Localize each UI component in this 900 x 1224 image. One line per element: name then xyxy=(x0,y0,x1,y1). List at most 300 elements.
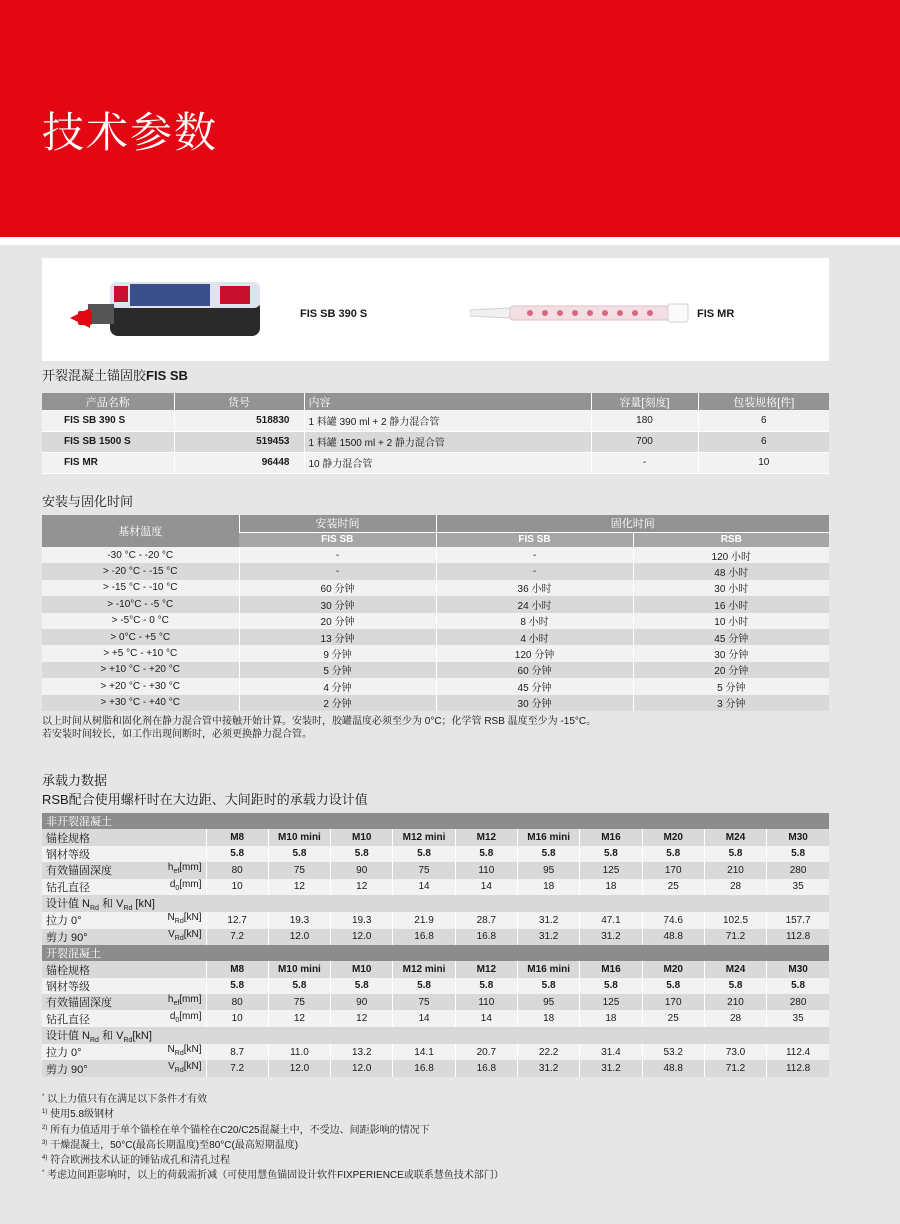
design-label-part: 和 V xyxy=(98,897,124,910)
order-table xyxy=(42,393,829,474)
order-title-bold: FIS SB xyxy=(146,368,188,383)
cell: 14 xyxy=(393,879,455,895)
cell: 10 xyxy=(206,879,268,895)
cell: 700 xyxy=(591,431,698,452)
row-label-text: 拉力 0° xyxy=(46,915,82,928)
row-label xyxy=(42,862,206,878)
row-label xyxy=(42,846,206,862)
footnote-line xyxy=(42,1106,504,1121)
cell: 18 xyxy=(580,1010,642,1026)
design-label-part: [kN] xyxy=(132,1029,152,1042)
cell: 5.8 xyxy=(268,846,330,862)
footnote-mark: 1) xyxy=(42,1109,48,1116)
cell: 16.8 xyxy=(393,1060,455,1076)
row-label xyxy=(42,879,206,895)
shear-row xyxy=(42,929,829,945)
cell: 18 xyxy=(517,879,579,895)
footnote-text: 符合欧洲技术认证的锤钻成孔和清孔过程 xyxy=(50,1155,231,1167)
steel-row xyxy=(42,846,829,862)
cell: 5.8 xyxy=(393,978,455,994)
anchor-row xyxy=(42,961,829,977)
cell: 60 分钟 xyxy=(239,580,436,596)
cell: 31.2 xyxy=(517,1060,579,1076)
col-header: 产品名称 xyxy=(42,393,174,410)
cell: 14 xyxy=(455,879,517,895)
row-label-text: 有效锚固深度 xyxy=(46,865,112,878)
cell: 25 xyxy=(642,1010,704,1026)
cell: M16 mini xyxy=(517,961,579,977)
cell: M12 xyxy=(455,961,517,977)
symbol-unit: [mm] xyxy=(179,994,202,1006)
cell: 28 xyxy=(704,879,766,895)
cell: 170 xyxy=(642,994,704,1010)
symbol-subscript: 0 xyxy=(175,884,180,892)
cell: M20 xyxy=(642,829,704,845)
cell: 36 小时 xyxy=(436,580,633,596)
footnote-text: 使用5.8级钢材 xyxy=(50,1109,115,1121)
table-row xyxy=(42,629,829,645)
tension-row xyxy=(42,1044,829,1060)
cell: > 0°C - +5 °C xyxy=(42,629,239,645)
cell: 12 xyxy=(331,879,393,895)
cell: 5.8 xyxy=(455,846,517,862)
cell: 22.2 xyxy=(517,1044,579,1060)
cell: M10 xyxy=(331,961,393,977)
cell: 28.7 xyxy=(455,912,517,928)
row-label xyxy=(42,1010,206,1026)
footnote-text: 以上力值只有在满足以下条件才有效 xyxy=(47,1094,208,1105)
cell: 7.2 xyxy=(206,929,268,945)
footnote-text: 所有力值适用于单个锚栓在单个锚栓在C20/C25混凝土中，不受边、间距影响的情况下 xyxy=(50,1124,430,1136)
cell: 20.7 xyxy=(455,1044,517,1060)
cell: M10 mini xyxy=(268,829,330,845)
fis-mr-mixer-image xyxy=(470,298,690,328)
cell: 31.2 xyxy=(517,912,579,928)
page-title: 技术参数 xyxy=(42,109,219,156)
cell: 5.8 xyxy=(393,846,455,862)
cell: 47.1 xyxy=(580,912,642,928)
footnote-line xyxy=(42,1091,504,1106)
cell: - xyxy=(436,547,633,563)
design-label-part: Rd xyxy=(123,905,133,913)
cell: 75 xyxy=(268,862,330,878)
cell: 12 xyxy=(268,1010,330,1026)
table-row xyxy=(42,645,829,661)
symbol-subscript: Rd xyxy=(174,1066,184,1074)
cell: 35 xyxy=(767,879,829,895)
cell: 10 xyxy=(206,1010,268,1026)
cell: 25 xyxy=(642,879,704,895)
cell: 14.1 xyxy=(393,1044,455,1060)
cell: 14 xyxy=(455,1010,517,1026)
design-label-part: 设计值 N xyxy=(46,897,90,910)
cell: 16.8 xyxy=(393,929,455,945)
cell: 80 xyxy=(206,862,268,878)
cell: 16.8 xyxy=(455,1060,517,1076)
product-image-box xyxy=(42,258,829,361)
cell: > -15 °C - -10 °C xyxy=(42,580,239,596)
cell: M12 mini xyxy=(393,961,455,977)
cell: 7.2 xyxy=(206,1060,268,1076)
cell: 112.4 xyxy=(767,1044,829,1060)
anchor-row xyxy=(42,829,829,845)
symbol xyxy=(170,1011,202,1024)
cell: 5.8 xyxy=(767,978,829,994)
col-header: 包装规格[件] xyxy=(698,393,829,410)
cell: 20 分钟 xyxy=(633,662,829,678)
footnote-text: 考虑边间距影响时，以上的荷载需折减（可使用慧鱼锚固设计软件FIXPERIENCE或联系慧鱼技术部门） xyxy=(47,1170,504,1182)
symbol xyxy=(170,879,202,892)
footnote-mark: * xyxy=(42,1170,45,1177)
cell: > +5 °C - +10 °C xyxy=(42,645,239,661)
sub-header: FIS SB xyxy=(239,532,436,547)
cell: - xyxy=(239,547,436,563)
note-line: 以上时间从树脂和固化剂在静力混合管中接触开始计算。安装时，胶罐温度必须至少为 0°C；化学管 RSB 温度至少为 -15°C。 xyxy=(42,716,597,727)
cell: 112.8 xyxy=(767,929,829,945)
footnotes xyxy=(42,1091,504,1183)
row-label xyxy=(42,978,206,994)
cell: 5.8 xyxy=(580,978,642,994)
load-table-title: 承载力数据 xyxy=(42,773,108,788)
cell: 5.8 xyxy=(331,978,393,994)
symbol-unit: [mm] xyxy=(179,1010,202,1022)
symbol-letter: h xyxy=(167,994,174,1006)
cell: 112.8 xyxy=(767,1060,829,1076)
cell: 280 xyxy=(767,862,829,878)
cell: 20 分钟 xyxy=(239,613,436,629)
col-header: 容量[刻度] xyxy=(591,393,698,410)
cell: M24 xyxy=(704,961,766,977)
order-table-header xyxy=(42,393,829,410)
cell: 5.8 xyxy=(206,846,268,862)
depth-row xyxy=(42,862,829,878)
design-label-part: [kN] xyxy=(132,897,155,910)
cell: 31.2 xyxy=(580,929,642,945)
cell: 3 分钟 xyxy=(633,695,829,711)
row-label xyxy=(42,1060,206,1076)
cell: 5.8 xyxy=(517,846,579,862)
symbol xyxy=(168,1061,201,1074)
cell: 开裂混凝土 xyxy=(42,945,829,961)
symbol xyxy=(168,929,201,942)
cell: 12.0 xyxy=(268,1060,330,1076)
cell: 1 料罐 1500 ml + 2 静力混合管 xyxy=(304,431,591,452)
row-label xyxy=(42,929,206,945)
row-label-text: 锚栓规格 xyxy=(46,964,90,977)
cell: 120 小时 xyxy=(633,547,829,563)
cell: 5.8 xyxy=(331,846,393,862)
cell: 28 xyxy=(704,1010,766,1026)
content-area xyxy=(0,245,900,1224)
row-label-text: 锚栓规格 xyxy=(46,832,90,845)
cell: 10 静力混合管 xyxy=(304,452,591,473)
cell: FIS SB 390 S xyxy=(42,410,174,431)
cell: 102.5 xyxy=(704,912,766,928)
cell: 48 小时 xyxy=(633,563,829,579)
symbol xyxy=(168,862,202,875)
cell: 5.8 xyxy=(517,978,579,994)
design-label-part: Rd xyxy=(123,1037,133,1045)
cell: 31.2 xyxy=(517,929,579,945)
cell: 71.2 xyxy=(704,929,766,945)
design-row xyxy=(42,895,829,912)
footnote-text: 干燥混凝土，50°C(最高长期温度)至80°C(最高短期温度) xyxy=(50,1139,299,1151)
symbol-unit: [kN] xyxy=(183,1060,202,1072)
cell: 125 xyxy=(580,862,642,878)
cell: 12.7 xyxy=(206,912,268,928)
cell: 170 xyxy=(642,862,704,878)
cell: 12.0 xyxy=(268,929,330,945)
symbol xyxy=(168,1044,202,1057)
cell: M16 xyxy=(580,961,642,977)
cell: 1 料罐 390 ml + 2 静力混合管 xyxy=(304,410,591,431)
row-label xyxy=(42,961,206,977)
design-label-part: 和 V xyxy=(98,1029,124,1042)
cell: 30 小时 xyxy=(633,580,829,596)
table-row xyxy=(42,431,829,452)
design-value-label xyxy=(42,895,829,912)
load-table-subtitle: RSB配合使用螺杆时在大边距、大间距时的承载力设计值 xyxy=(42,792,368,807)
row-label-text: 拉力 0° xyxy=(46,1047,82,1060)
row-label xyxy=(42,912,206,928)
cell: 16.8 xyxy=(455,929,517,945)
cell: 73.0 xyxy=(704,1044,766,1060)
footnote-mark: 2) xyxy=(42,1124,48,1131)
cell: - xyxy=(591,452,698,473)
symbol-letter: N xyxy=(167,912,175,924)
table-row xyxy=(42,580,829,596)
design-label-part: Rd xyxy=(90,1037,99,1045)
cell: > +10 °C - +20 °C xyxy=(42,662,239,678)
shear-row xyxy=(42,1060,829,1076)
fis-sb-cartridge-image xyxy=(70,278,270,342)
symbol-unit: [kN] xyxy=(183,928,202,940)
section-band xyxy=(42,813,829,829)
cell: M8 xyxy=(206,961,268,977)
cell: 110 xyxy=(455,994,517,1010)
cell: 48.8 xyxy=(642,929,704,945)
cell: 13.2 xyxy=(331,1044,393,1060)
row-label xyxy=(42,1044,206,1060)
cell: 35 xyxy=(767,1010,829,1026)
cell: 5.8 xyxy=(767,846,829,862)
cell: 48.8 xyxy=(642,1060,704,1076)
cell: 280 xyxy=(767,994,829,1010)
cell: 5.8 xyxy=(704,978,766,994)
cell: 12 xyxy=(268,879,330,895)
cell: M10 mini xyxy=(268,961,330,977)
cell: > +30 °C - +40 °C xyxy=(42,695,239,711)
cell: 11.0 xyxy=(268,1044,330,1060)
order-title-text: 开裂混凝土锚固胶 xyxy=(42,368,147,383)
cell: > +20 °C - +30 °C xyxy=(42,678,239,694)
cell: 18 xyxy=(580,879,642,895)
table-row xyxy=(42,678,829,694)
sub-header: RSB xyxy=(633,532,829,547)
design-label-part: 设计值 N xyxy=(46,1029,90,1042)
cell: M10 xyxy=(331,829,393,845)
cell: 210 xyxy=(704,862,766,878)
drill-row xyxy=(42,1010,829,1026)
product-label-fis-mr: FIS MR xyxy=(697,308,735,320)
row-label-text: 钻孔直径 xyxy=(46,881,90,894)
footnote-mark: * xyxy=(42,1094,45,1100)
col-header-temperature: 基材温度 xyxy=(42,515,239,547)
table-row xyxy=(42,596,829,612)
table-row xyxy=(42,613,829,629)
cell: 45 分钟 xyxy=(633,629,829,645)
cure-table-title: 安装与固化时间 xyxy=(42,494,134,509)
cell: 5.8 xyxy=(455,978,517,994)
cell: 210 xyxy=(704,994,766,1010)
footnote-line xyxy=(42,1167,504,1182)
cell: M30 xyxy=(767,829,829,845)
cell: 4 小时 xyxy=(436,629,633,645)
drill-row xyxy=(42,879,829,895)
cell: 60 分钟 xyxy=(436,662,633,678)
cell: FIS SB 1500 S xyxy=(42,431,174,452)
section-band xyxy=(42,945,829,961)
cell: 24 小时 xyxy=(436,596,633,612)
symbol-unit: [kN] xyxy=(183,912,202,924)
cell: - xyxy=(436,563,633,579)
cell: 19.3 xyxy=(331,912,393,928)
cell: 10 xyxy=(698,452,829,473)
row-label xyxy=(42,994,206,1010)
cell: 8 小时 xyxy=(436,613,633,629)
cell: 19.3 xyxy=(268,912,330,928)
cell: 53.2 xyxy=(642,1044,704,1060)
symbol-letter: V xyxy=(168,1060,175,1072)
design-row xyxy=(42,1027,829,1044)
title-banner xyxy=(0,0,900,237)
cell: 13 分钟 xyxy=(239,629,436,645)
cell: -30 °C - -20 °C xyxy=(42,547,239,563)
symbol-subscript: ef xyxy=(173,1000,180,1008)
design-label-part: Rd xyxy=(90,905,99,913)
depth-row xyxy=(42,994,829,1010)
col-header-cure-time: 固化时间 xyxy=(436,515,829,532)
symbol-subscript: Rd xyxy=(174,918,184,926)
symbol-subscript: ef xyxy=(173,868,180,876)
footnote-mark: 3) xyxy=(42,1139,48,1146)
sub-header: FIS SB xyxy=(436,532,633,547)
symbol xyxy=(168,994,202,1007)
table-row xyxy=(42,452,829,473)
cell: 30 分钟 xyxy=(633,645,829,661)
row-label-text: 钻孔直径 xyxy=(46,1013,90,1026)
symbol-unit: [mm] xyxy=(179,862,202,874)
cell: 6 xyxy=(698,431,829,452)
cell: - xyxy=(239,563,436,579)
cell: > -5°C - 0 °C xyxy=(42,613,239,629)
cell: M30 xyxy=(767,961,829,977)
order-table-title xyxy=(42,365,188,384)
cell: 110 xyxy=(455,862,517,878)
row-label-text: 钢材等级 xyxy=(46,980,90,993)
cell: 12.0 xyxy=(331,1060,393,1076)
cell: 10 小时 xyxy=(633,613,829,629)
row-label-text: 剪力 90° xyxy=(46,931,88,944)
symbol-letter: V xyxy=(168,928,175,940)
table-row xyxy=(42,695,829,711)
cell: 非开裂混凝土 xyxy=(42,813,829,829)
cell: 180 xyxy=(591,410,698,431)
row-label xyxy=(42,829,206,845)
note-line: 若安装时间较长，如工作出现间断时，必须更换静力混合管。 xyxy=(42,729,312,740)
cell: > -10°C - -5 °C xyxy=(42,596,239,612)
cure-notes xyxy=(42,715,596,741)
symbol xyxy=(168,912,202,925)
cell: 14 xyxy=(393,1010,455,1026)
cell: 16 小时 xyxy=(633,596,829,612)
cell: 12 xyxy=(331,1010,393,1026)
footnote-line xyxy=(42,1137,504,1152)
col-header-install-time: 安装时间 xyxy=(239,515,436,532)
cell: 5.8 xyxy=(268,978,330,994)
footnote-mark: 4) xyxy=(42,1155,48,1162)
cell: 96448 xyxy=(174,452,304,473)
symbol-unit: [kN] xyxy=(183,1044,202,1056)
footnote-line xyxy=(42,1152,504,1167)
cell: 18 xyxy=(517,1010,579,1026)
cell: 125 xyxy=(580,994,642,1010)
cell: 75 xyxy=(393,994,455,1010)
cell: 80 xyxy=(206,994,268,1010)
cell: M8 xyxy=(206,829,268,845)
cell: 5.8 xyxy=(206,978,268,994)
cell: 157.7 xyxy=(767,912,829,928)
table-row xyxy=(42,547,829,563)
symbol-letter: N xyxy=(167,1044,175,1056)
cell: 5.8 xyxy=(642,978,704,994)
cell: 30 分钟 xyxy=(436,695,633,711)
cure-time-table xyxy=(42,515,829,711)
symbol-subscript: Rd xyxy=(174,934,184,942)
cell: 31.2 xyxy=(580,1060,642,1076)
table-row xyxy=(42,410,829,431)
symbol-subscript: 0 xyxy=(175,1016,180,1024)
cell: 30 分钟 xyxy=(239,596,436,612)
banner-divider xyxy=(0,237,900,245)
cell: 75 xyxy=(268,994,330,1010)
cell: 45 分钟 xyxy=(436,678,633,694)
cell: 4 分钟 xyxy=(239,678,436,694)
row-label-text: 有效锚固深度 xyxy=(46,997,112,1010)
row-label-text: 钢材等级 xyxy=(46,848,90,861)
cell: 75 xyxy=(393,862,455,878)
cell: 120 分钟 xyxy=(436,645,633,661)
cell: M20 xyxy=(642,961,704,977)
cell: FIS MR xyxy=(42,452,174,473)
cell: 90 xyxy=(331,862,393,878)
product-label-fis-sb-390s: FIS SB 390 S xyxy=(300,308,368,320)
cell: 519453 xyxy=(174,431,304,452)
symbol-letter: h xyxy=(167,862,174,874)
cell: 95 xyxy=(517,862,579,878)
table-row xyxy=(42,563,829,579)
cell: 5.8 xyxy=(704,846,766,862)
cell: M12 xyxy=(455,829,517,845)
row-label-text: 剪力 90° xyxy=(46,1063,88,1076)
symbol-subscript: Rd xyxy=(174,1050,184,1058)
cell: 95 xyxy=(517,994,579,1010)
cell: 5 分钟 xyxy=(633,678,829,694)
design-value-label xyxy=(42,1027,829,1044)
footnote-line xyxy=(42,1122,504,1137)
cell: M16 mini xyxy=(517,829,579,845)
col-header: 内容 xyxy=(304,393,591,410)
